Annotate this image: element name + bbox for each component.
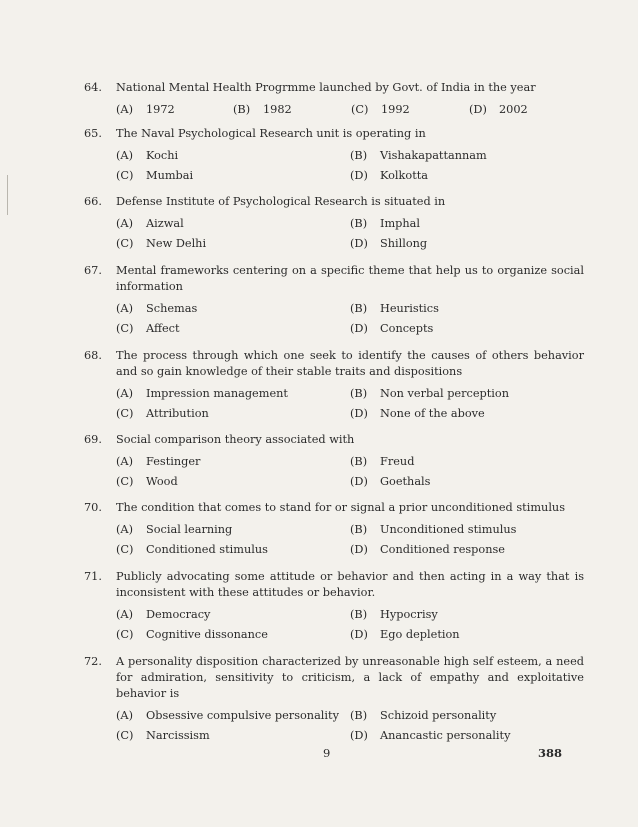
question-number: 68.: [84, 349, 102, 362]
question-69: [84, 432, 584, 492]
question-text: Mental frameworks centering on a specific theme that help us to organize social information: [116, 264, 584, 293]
option-c: (C) 1992: [351, 103, 410, 116]
option-c: (C) Affect: [116, 322, 180, 335]
option-b: (B) 1982: [233, 103, 292, 116]
question-text: The process through which one seek to identify the causes of others behavior and so gain knowledge of their stable traits and dispositions: [116, 349, 584, 378]
option-d: (D) 2002: [469, 103, 528, 116]
question-65: [84, 126, 584, 186]
option-a: (A) Festinger: [116, 455, 201, 468]
option-b: (B) Vishakapattannam: [350, 149, 487, 162]
option-b: (B) Hypocrisy: [350, 608, 438, 621]
option-b: (B) Schizoid personality: [350, 709, 497, 722]
option-c: (C) New Delhi: [116, 237, 207, 250]
option-c: (C) Wood: [116, 475, 178, 488]
question-text: Social comparison theory associated with: [116, 433, 355, 446]
page-number: 9: [323, 746, 331, 760]
question-text: The Naval Psychological Research unit is operating in: [116, 127, 426, 140]
option-a: (A) Democracy: [116, 608, 211, 621]
option-a: (A) 1972: [116, 103, 175, 116]
question-number: 71.: [84, 570, 102, 583]
option-d: (D) Kolkotta: [350, 169, 429, 182]
question-text: National Mental Health Progrmme launched by Govt. of India in the year: [116, 81, 536, 94]
option-d: (D) Concepts: [350, 322, 434, 335]
option-a: (A) Kochi: [116, 149, 179, 162]
question-number: 65.: [84, 127, 102, 140]
option-a: (A) Social learning: [116, 523, 233, 536]
question-text: The condition that comes to stand for or signal a prior unconditioned stimulus: [116, 501, 566, 514]
question-number: 67.: [84, 264, 102, 277]
option-c: (C) Attribution: [116, 407, 209, 420]
option-a: (A) Schemas: [116, 302, 198, 315]
option-b: (B) Imphal: [350, 217, 421, 230]
question-number: 66.: [84, 195, 102, 208]
question-text: A personality disposition characterized by unreasonable high self esteem, a need for admiration, sensitivity to criticism, a lack of empathy and exploitative behavior is: [116, 655, 584, 700]
question-text: Publicly advocating some attitude or behavior and then acting in a way that is inconsistent with these attitudes or behavior.: [116, 570, 584, 599]
option-a: (A) Obsessive compulsive personality: [116, 709, 339, 722]
question-66: [84, 194, 584, 254]
paper-code: 388: [538, 746, 563, 760]
question-text: Defense Institute of Psychological Research is situated in: [116, 195, 446, 208]
question-64: [84, 80, 584, 120]
scan-mark: [7, 175, 8, 215]
question-number: 64.: [84, 81, 102, 94]
option-d: (D) None of the above: [350, 407, 485, 420]
option-d: (D) Goethals: [350, 475, 431, 488]
option-b: (B) Freud: [350, 455, 415, 468]
question-72: [84, 654, 584, 746]
question-70: [84, 500, 584, 560]
option-b: (B) Non verbal perception: [350, 387, 509, 400]
option-a: (A) Aizwal: [116, 217, 184, 230]
question-71: [84, 569, 584, 645]
option-c: (C) Conditioned stimulus: [116, 543, 268, 556]
option-c: (C) Cognitive dissonance: [116, 628, 268, 641]
option-b: (B) Heuristics: [350, 302, 439, 315]
option-b: (B) Unconditioned stimulus: [350, 523, 517, 536]
question-number: 70.: [84, 501, 102, 514]
option-d: (D) Anancastic personality: [350, 729, 511, 742]
question-67: [84, 263, 584, 339]
option-d: (D) Conditioned response: [350, 543, 505, 556]
question-number: 72.: [84, 655, 102, 668]
option-d: (D) Shillong: [350, 237, 428, 250]
option-a: (A) Impression management: [116, 387, 288, 400]
option-d: (D) Ego depletion: [350, 628, 460, 641]
question-number: 69.: [84, 433, 102, 446]
option-c: (C) Narcissism: [116, 729, 210, 742]
question-68: [84, 348, 584, 424]
option-c: (C) Mumbai: [116, 169, 194, 182]
